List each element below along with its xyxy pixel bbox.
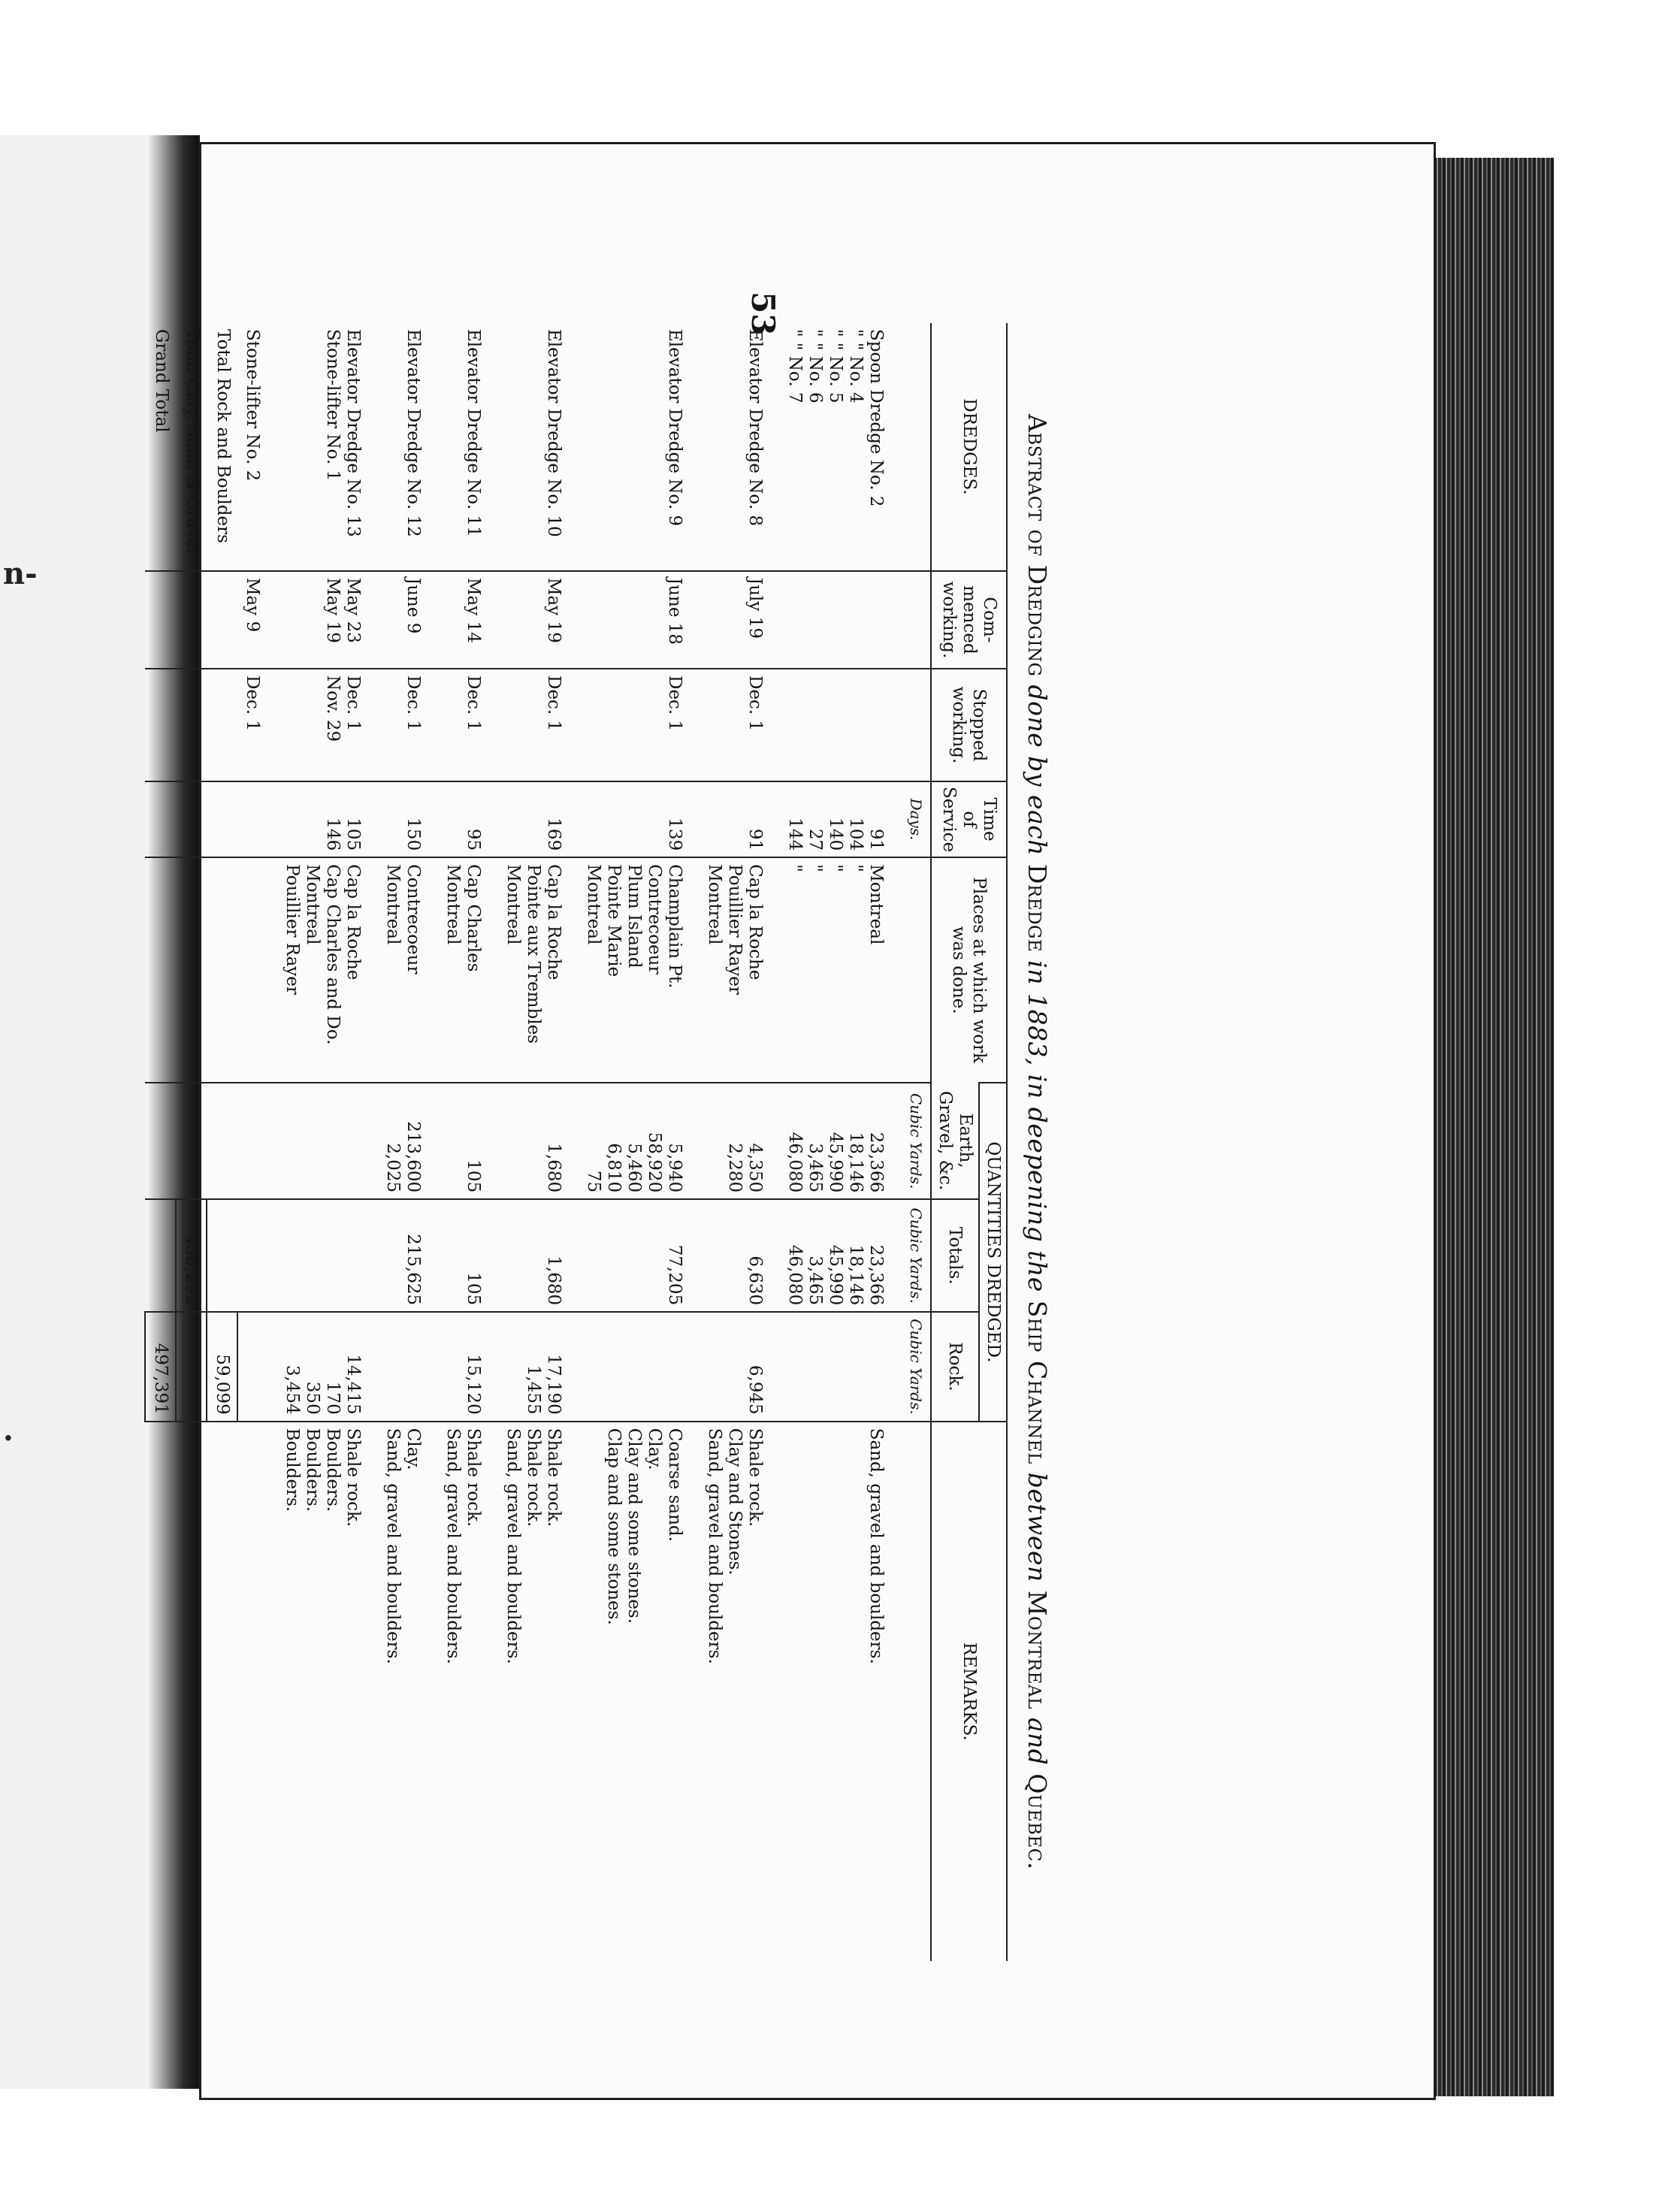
remarks-line: Clay and Stones. (725, 1428, 745, 1576)
cell-totals (378, 1199, 438, 1312)
earth-line: 46,080 (785, 1132, 805, 1193)
remarks-line: Shale rock. (464, 1428, 483, 1528)
cell-remarks (378, 1422, 438, 1961)
time-line: 105 (343, 817, 363, 851)
remarks-line: Clay and some stones. (624, 1428, 644, 1624)
title-part: Quebec. (1023, 1773, 1052, 1870)
earth-line: 23,366 (866, 1132, 886, 1193)
time-line: 95 (464, 828, 483, 851)
cell-stopped (378, 669, 438, 781)
cell-remarks (237, 1422, 277, 1961)
cell-totals (438, 1199, 498, 1312)
remarks-line: Sand, gravel and boulders. (383, 1428, 403, 1664)
table-row (237, 323, 277, 1961)
earth-line: 2,025 (383, 1143, 403, 1193)
page-number: 53 (745, 292, 781, 336)
dredges-line: Elevator Dredge No. 12 (403, 329, 423, 537)
places-line: Montreal (503, 864, 523, 945)
time-line: 91 (866, 828, 886, 851)
cell-remarks (498, 1422, 579, 1961)
cell-dredges (579, 323, 700, 571)
earth-line: 213,600 (403, 1121, 423, 1193)
cell-totals (700, 1199, 780, 1312)
cell-commenced (780, 571, 901, 669)
cell-stopped (780, 669, 901, 781)
stopped-line: Dec. 1 (243, 675, 262, 732)
header-quantities: QUANTITIES DREDGED. (979, 1083, 1007, 1422)
title-part: done by each (1023, 684, 1052, 856)
remarks-line: Sand, gravel and boulders. (503, 1428, 523, 1664)
cell-dredges (378, 323, 438, 571)
cell-earth (438, 1083, 498, 1199)
cell-time (498, 781, 579, 857)
places-line: Pointe Marie (604, 864, 624, 978)
header-remarks: REMARKS. (931, 1422, 1007, 1961)
stopped-line: Dec. 1 (665, 675, 684, 732)
earth-line: 3,465 (805, 1143, 825, 1193)
places-line: " (805, 864, 825, 872)
commenced-line: June 9 (403, 578, 423, 634)
cell-dredges (498, 323, 579, 571)
dredges-line: " " No. 4 (846, 329, 866, 403)
cell-time (438, 781, 498, 857)
cell-places (498, 857, 579, 1083)
table-title (1023, 323, 1052, 1961)
places-line: Montreal (443, 864, 463, 945)
places-line: Pointe aux Trembles (524, 864, 543, 1044)
totals-line: 46,080 (785, 1244, 805, 1306)
table-row (780, 323, 901, 1961)
commenced-line: May 23 (343, 578, 363, 643)
rock-line: 14,415 (343, 1354, 363, 1415)
earth-line: 6,810 (604, 1143, 624, 1193)
places-line: Cap Charles (464, 864, 483, 972)
rock-line: 17,190 (544, 1354, 564, 1415)
cell-time (579, 781, 700, 857)
remarks-line: Clay. (403, 1428, 423, 1470)
remarks-line: Shale rock. (745, 1428, 765, 1528)
units-days: Days. (907, 798, 925, 841)
cell-rock (780, 1312, 901, 1422)
earth-line: 45,990 (826, 1132, 845, 1193)
places-line: Montreal (303, 864, 322, 945)
places-line: Cap la Roche (343, 864, 363, 981)
title-part: Ship Channel (1023, 1300, 1052, 1464)
cell-earth (700, 1083, 780, 1199)
cell-earth (780, 1083, 901, 1199)
units-row (901, 323, 931, 1961)
header-rock: Rock. (931, 1312, 979, 1422)
cell-dredges (700, 323, 780, 571)
commenced-line: May 9 (243, 578, 262, 633)
time-line: 144 (785, 817, 805, 851)
places-line: Cap la Roche (745, 864, 765, 981)
time-line: 150 (403, 817, 423, 851)
totals-line: 215,625 (403, 1234, 423, 1306)
cell-places (237, 857, 277, 1083)
earth-line: 18,146 (846, 1132, 866, 1193)
cell-commenced (277, 571, 378, 669)
remarks-line: Clay. (645, 1428, 664, 1470)
total-clay-value: 438,292 (176, 1199, 207, 1312)
cell-stopped (498, 669, 579, 781)
time-line: 104 (846, 817, 866, 851)
places-line: Montreal (584, 864, 603, 945)
places-line: Plum Island (624, 864, 644, 969)
time-line: 140 (826, 817, 845, 851)
margin-fragment: n- (3, 556, 38, 591)
totals-section (145, 323, 237, 1961)
table-row (438, 323, 498, 1961)
remarks-line: Sand, gravel and boulders. (866, 1428, 886, 1664)
cell-totals (579, 1199, 700, 1312)
units-cubic-earth: Cubic Yards. (907, 1092, 925, 1189)
cell-commenced (579, 571, 700, 669)
cell-totals (780, 1199, 901, 1312)
earth-line: 58,920 (645, 1132, 664, 1193)
cell-rock (237, 1312, 277, 1422)
rock-line: 1,455 (524, 1364, 543, 1415)
grand-total-row (145, 323, 176, 1961)
grand-total-value: 497,391 (145, 1312, 176, 1422)
dredges-line: Elevator Dredge No. 9 (665, 329, 684, 527)
time-line: 27 (805, 828, 825, 851)
cell-places (780, 857, 901, 1083)
cell-stopped (277, 669, 378, 781)
places-line: Pouillier Rayer (283, 864, 302, 995)
rotated-table-area (120, 323, 1052, 1961)
dredges-line: " " No. 5 (826, 329, 845, 403)
totals-line: 45,990 (826, 1244, 845, 1306)
remarks-line: Boulders. (283, 1428, 302, 1512)
margin-fragment: . (3, 1413, 14, 1448)
places-line: Cap la Roche (544, 864, 564, 981)
dredges-line: " " No. 7 (785, 329, 805, 403)
cell-remarks (700, 1422, 780, 1961)
cell-earth (378, 1083, 438, 1199)
totals-line: 105 (464, 1272, 483, 1306)
dredges-line: " " No. 6 (805, 329, 825, 403)
remarks-line: Sand, gravel and boulders. (443, 1428, 463, 1664)
remarks-line: Clap and some stones. (604, 1428, 624, 1625)
units-cubic-totals: Cubic Yards. (907, 1207, 925, 1304)
rock-line: 3,454 (283, 1364, 302, 1415)
rock-line: 6,945 (745, 1364, 765, 1415)
stopped-line: Dec. 1 (343, 675, 363, 732)
totals-line: 18,146 (846, 1244, 866, 1306)
earth-line: 105 (464, 1159, 483, 1193)
dredges-line: Stone-lifter No. 1 (323, 329, 343, 482)
header-earth: Earth, Gravel, &c. (931, 1083, 979, 1199)
title-part: Abstract of Dredging (1023, 414, 1052, 677)
earth-line: 5,460 (624, 1143, 644, 1193)
places-line: " (826, 864, 845, 872)
cell-time (780, 781, 901, 857)
time-line: 139 (665, 817, 684, 851)
cell-stopped (438, 669, 498, 781)
cell-places (277, 857, 378, 1083)
cell-stopped (579, 669, 700, 781)
cell-stopped (237, 669, 277, 781)
cell-time (277, 781, 378, 857)
cell-rock (378, 1312, 438, 1422)
cell-totals (237, 1199, 277, 1312)
header-commenced: Com-menced working. (931, 571, 1007, 669)
cell-commenced (237, 571, 277, 669)
cell-rock (498, 1312, 579, 1422)
remarks-line: Sand, gravel and boulders. (705, 1428, 724, 1664)
units-cubic-rock: Cubic Yards. (907, 1319, 925, 1415)
total-clay-row (176, 323, 207, 1961)
stopped-line: Dec. 1 (745, 675, 765, 732)
cell-totals (277, 1199, 378, 1312)
header-time: Time of Service (931, 781, 1007, 857)
header-places: Places at which work was done. (931, 857, 1007, 1083)
dredges-line: Elevator Dredge No. 10 (544, 329, 564, 537)
cell-earth (237, 1083, 277, 1199)
commenced-line: May 19 (544, 578, 564, 643)
cell-places (438, 857, 498, 1083)
cell-stopped (700, 669, 780, 781)
title-part: Dredge (1023, 864, 1052, 953)
stopped-line: Dec. 1 (403, 675, 423, 732)
header-dredges: DREDGES. (931, 323, 1007, 571)
cell-time (237, 781, 277, 857)
commenced-line: July 19 (745, 578, 765, 639)
header-stopped: Stopped working. (931, 669, 1007, 781)
cell-remarks (277, 1422, 378, 1961)
places-line: Montreal (383, 864, 403, 945)
cell-remarks (579, 1422, 700, 1961)
commenced-line: May 14 (464, 578, 483, 643)
title-part: in 1883, in deepening the (1023, 960, 1052, 1292)
cell-earth (498, 1083, 579, 1199)
title-part: Montreal (1023, 1590, 1052, 1709)
stopped-line: Nov. 29 (323, 675, 343, 742)
table-row (378, 323, 438, 1961)
table-row (700, 323, 780, 1961)
places-line: Montreal (866, 864, 886, 945)
cell-rock (277, 1312, 378, 1422)
cell-places (579, 857, 700, 1083)
title-part: between (1023, 1472, 1052, 1582)
dredges-line: Stone-lifter No. 2 (243, 329, 262, 482)
places-line: Pouillier Rayer (725, 864, 745, 995)
cell-rock (700, 1312, 780, 1422)
time-line: 146 (323, 817, 343, 851)
places-line: " (846, 864, 866, 872)
cell-totals (498, 1199, 579, 1312)
cell-time (378, 781, 438, 857)
total-rock-value: 59,099 (207, 1312, 237, 1422)
totals-line: 23,366 (866, 1244, 886, 1306)
grand-total-label: Grand Total (152, 329, 171, 433)
places-line: Montreal (705, 864, 724, 945)
table-row (498, 323, 579, 1961)
totals-line: 77,205 (665, 1244, 684, 1306)
dredging-table (144, 323, 1008, 1961)
cell-time (700, 781, 780, 857)
cell-rock (438, 1312, 498, 1422)
commenced-line: May 19 (323, 578, 343, 643)
dredges-line: Elevator Dredge No. 8 (745, 329, 765, 527)
cell-earth (579, 1083, 700, 1199)
header-totals: Totals. (931, 1199, 979, 1312)
earth-line: 2,280 (725, 1143, 745, 1193)
rock-line: 15,120 (464, 1354, 483, 1415)
title-part: and (1023, 1717, 1052, 1766)
dredges-line: Elevator Dredge No. 11 (464, 329, 483, 537)
total-rock-label: Total Rock and Boulders (213, 329, 233, 543)
time-line: 91 (745, 828, 765, 851)
commenced-line: June 18 (665, 578, 684, 645)
remarks-line: Boulders. (303, 1428, 322, 1512)
cell-earth (277, 1083, 378, 1199)
table-row (277, 323, 378, 1961)
rock-line: 350 (303, 1381, 322, 1415)
page-edges (1434, 158, 1554, 2096)
cell-remarks (780, 1422, 901, 1961)
places-line: Champlain Pt. (665, 864, 684, 989)
remarks-line: Shale rock. (544, 1428, 564, 1528)
total-rock-row (207, 323, 237, 1961)
rock-line: 170 (323, 1381, 343, 1415)
cell-commenced (498, 571, 579, 669)
totals-line: 3,465 (805, 1256, 825, 1306)
dredges-line: Elevator Dredge No. 13 (343, 329, 363, 537)
cell-commenced (378, 571, 438, 669)
table-body (237, 323, 931, 1961)
earth-line: 1,680 (544, 1143, 564, 1193)
remarks-line: Boulders. (323, 1428, 343, 1512)
stopped-line: Dec. 1 (464, 675, 483, 732)
cell-dredges (780, 323, 901, 571)
cell-dredges (237, 323, 277, 571)
earth-line: 5,940 (665, 1143, 684, 1193)
table-row (579, 323, 700, 1961)
places-line: Contrecoeur (645, 864, 664, 975)
totals-line: 6,630 (745, 1256, 765, 1306)
dredges-line: Spoon Dredge No. 2 (866, 329, 886, 507)
stopped-line: Dec. 1 (544, 675, 564, 732)
totals-line: 1,680 (544, 1256, 564, 1306)
cell-remarks (438, 1422, 498, 1961)
cell-commenced (700, 571, 780, 669)
cell-dredges (438, 323, 498, 571)
cell-commenced (438, 571, 498, 669)
cell-places (378, 857, 438, 1083)
earth-line: 4,350 (745, 1143, 765, 1193)
places-line: Cap Charles and Do. (323, 864, 343, 1045)
places-line: Contrecoeur (403, 864, 423, 975)
earth-line: 75 (584, 1170, 603, 1193)
cell-places (700, 857, 780, 1083)
remarks-line: Coarse sand. (665, 1428, 684, 1542)
cell-dredges (277, 323, 378, 571)
total-clay-label: Total Clay, Sand & Gravel (183, 329, 202, 555)
remarks-line: Shale rock. (343, 1428, 363, 1528)
time-line: 169 (544, 817, 564, 851)
cell-rock (579, 1312, 700, 1422)
remarks-line: Shale rock. (524, 1428, 543, 1528)
places-line: " (785, 864, 805, 872)
